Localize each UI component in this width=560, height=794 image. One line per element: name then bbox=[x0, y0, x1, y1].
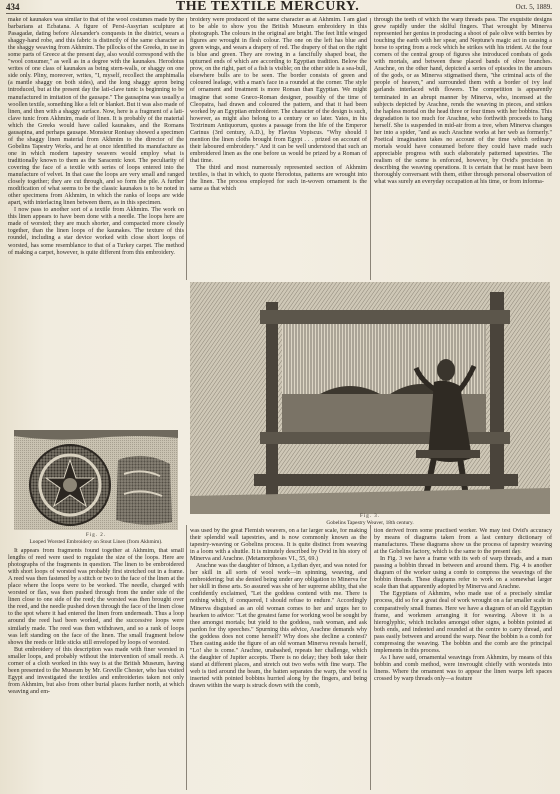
figure-2-title: Looped Worsted Embroidery on Stout Linen (from Akhmim). bbox=[29, 539, 163, 546]
article-column-2-bottom bbox=[190, 528, 367, 792]
paragraph: Arachne was the daughter of Idmon, a Lydian dyer, and was noted for her skill in all sorts of wool work—in spinning, weaving, and embroidering; but she denied being under any obligation to Minerva for her skill in these arts. So assured was she of her supreme ability, that she confidently exclaimed, "Let the goddess contend with me. There is nothing which, if conquered, I should refuse to endure." Accordingly Minerva disguised as an old woman comes to her and urges her to hearken to advice: "Let the greatest fame for working wool be sought by thee amongst mortals; but yield to the goddess, rash woman, and ask pardon for thy speeches." Spurning this advice, Arachne demands why the goddess does not come herself? Why does she decline a contest? Then casting aside the figure of an old woman Minerva reveals herself, "Lo! she is come." Arachne, unabashed, repeats her challenge, which the daughter of Jupiter accepts. There is no delay; they both take their stand at different places, and stretch out two webs with fine warp. The web is tied around the beam, the batten separates the warp, the woof is inserted with pointed bobbins hurried along by the fingers, and being drawn within the warp is struck down with the comb, bbox=[190, 563, 367, 690]
paragraph: make of kaunakes was similar to that of the wool costumes made by the barbarians at Ecbatana. A figure of Persi-Assyrian sculpture at Pasagadæ, dating before Alexander's conquests in the district, wears a shaggy-hand robe, and this fabric is distinctly of the same character as the shaggy weaving from Akhmim. The pillocks of the Greeks, in use in some parts of Greece at the present day, also would correspond with the "wool consumer," as well as in a degree with the kaunakes. Herodotus writes of one class of kaunakes as being stern-walls, or shaggy on one side only. Pliny, moreover, writes, "I, myself, recollect the amphimalla (a mantle shaggy on both sides), and the long shaggy apron being introduced, but at the present day the lati-clave tunic is beginning to be manufactured in imitation of the gausape." The gausapina was usually a woollen textile, something like a felt or blanket. But it was also made of linen, and then with a shaggy surface. Now, here is a fragment of a lati-clave tunic from Akhmim, made of linen. It is probably of the material which the Greeks would have called kaunakes, and the Romans gausapina, and perhaps gausape. Monsieur Ronisay showed a specimen of the shaggy linen material from Akhmim to the director of the Gobelins Tapestry Works, and he at once identified its manufacture as one in which modern tapestry weavers would employ what is traditionally known to them as the Saracenic knot. The peculiarity of covering the face of a textile with series of loops entered into the manufacture of velvet. In that case the loops are very small and ranged closely together; they are cut through, and so form the pile. A further modification of what seems to be the classic kaunakes is to be noted in other specimens from Akhmim, in which the ranks of loops are wide apart, with interlacing linen between them, as in this specimen. bbox=[8, 17, 184, 207]
figure-3-caption bbox=[190, 514, 550, 526]
paragraph: tion derived from some practised worker. We may test Ovid's accuracy by means of diagrams taken from a last century dictionary of manufactures. These diagrams show us the process of tapestry weaving at the Gobelins factory, which is the same to the present day. bbox=[374, 528, 552, 556]
paragraph: But embroidery of this description was made with finer worsted in smaller loops, and probably without the intervention of small reeds. A corner of a cloth worked in this way is at the British Museum, having been presented to the Museum by Mr. Greville Chester, who has visited Egypt and investigated the textiles and embroideries taken not only from Akhmim, but also from other burial places further north, at which weaving and em- bbox=[8, 646, 184, 695]
paragraph: It appears from fragments found together at Akhmim, that small lengths of reed were used to regulate the size of the loops. Here are photographs of the fragments in question. The linen to be embroidered with short loops of worsted was probably first stretched out in a frame. A reed was then fastened by a stitch or two to the face of the linen at the place where the loops were to be worked. The needle, charged with worsted or flax, was then pushed through from the under side of the linen close to one side of the reed; the worsted was then brought over the reed, and the needle pushed down through the face of the linen close to the spot where it had entered the linen from underneath. Thus a loop around the reed had been worked, and the successive loops were similarly made. The reed was then withdrawn, and so a rank of loops was left standing on the face of the linen. The small fragment below shows the reeds or little sticks still enveloped by loops of worsted. bbox=[8, 548, 184, 646]
page-header bbox=[6, 0, 552, 14]
paragraph: through the teeth of which the warp threads pass. The exquisite designs grew rapidly under the skilful fingers. That wrought by Minerva represented her genius in producing a shoot of pale olive with berries by touching the earth with her spear, and Neptune's magic act in causing a horse to spring from a rock which he strikes with his trident. At the four corners of the central group of figures she introduced combats of gods with mortals, and between these placed bands of olive branches. Arachne, on the other hand, depicted a series of episodes in the amours of the gods, or as Minerva stigmatised them, "the criminal acts of the people of heaven," and surrounded them with a border of ivy leaf garlands interlaced with flowers. The competition is apparently terminated in an abrupt manner by Minerva, who, incensed at the subjects depicted by Arachne, rends the weaving in pieces, and strikes the hapless mortal on the head three or four times with her bobbins. This degradation is too much for Arachne, who forthwith proceeds to hang herself. She is suspended in mid-air from a tree, when Minerva changes her into a spider, "and as such Arachne works at her web as formerly." Poetical imagination takes no account of the time which ordinary mortals would have consumed before they could have made such appreciable progress with such elaborately patterned tapestries. The realism of the scene is enforced, however, by Ovid's precision in describing the weaving operations. It is certain that he must have been thoroughly conversant with them, either through personal observation of what was surely an everyday occupation at his time, or from informa- bbox=[374, 17, 552, 186]
paragraph: was used by the great Flemish weavers, on a far larger scale, for making their splendid wall tapestries, and is now commonly known as the tapestry-weaving or Gobelins process. It is quite distinct from weaving in a loom with a shuttle. It is minutely described by Ovid in his story of Minerva and Arachne. (Metamorphoses VI., 55, 69.) bbox=[190, 528, 367, 563]
paragraph: The third and most numerously represented section of Akhmim textiles, is that in which, to quote Herodotus, patterns are wrought into the linen. The process employed for such in-woven ornament is the same as that which bbox=[190, 164, 367, 193]
paragraph: As I have said, ornamental weavings from Akhmim, by means of this bobbin and comb method, were inwrought chiefly with worsteds into linens. Where the ornament was to appear the linen warps left spaces crossed by warp threads only—a feature bbox=[374, 654, 552, 682]
figure-2-caption bbox=[8, 533, 184, 545]
column-rule-bottom-2 bbox=[370, 525, 371, 790]
article-column-1-bottom bbox=[8, 548, 184, 792]
figure-3-label: Fig. 3. bbox=[360, 514, 380, 519]
article-column-3-bottom bbox=[374, 528, 552, 792]
article-column-3-top bbox=[374, 17, 552, 282]
tapestry-weaver-illustration bbox=[190, 282, 550, 514]
issue-date: Oct. 5, 1889. bbox=[515, 2, 552, 11]
column-rule-bottom-1 bbox=[186, 525, 187, 790]
masthead-title: THE TEXTILE MERCURY. bbox=[175, 0, 360, 14]
paragraph: broidery were produced of the same character as at Akhmim. I am glad to be able to show you the British Museum embroidery in this photograph. The colours in the original are bright. The feet little winged figures are wrought in flesh colour. The one on the left has blue and green wings, and wears a drapery of red. The drapery of that on the right is blue and green. They are rowing in a fancifully shaped boat, the upturned ends of which are according to Egyptian tradition. Below the prow, on the right, part of a fish is visible; on the other side is a sea-bull, elsewhere bulls are to be seen. The border consists of green and coloured leafage, with a man's face in a roundel at the corner. The style of ornament and treatment is more Roman than Egyptian. We might imagine that some Græco-Roman designer, possibly of the time of Cleopatra, had drawn and coloured the pattern, and that it had been worked by an Egyptian embroiderer. The character of the design is such, however, as might also belong to a century or so later. Yates, in his Textrinum Antiquorum, quotes a passage from the life of the Emperor Carinus (3rd century, A.D.), by Flavius Vopiscus. "Why should I mention the linen cloths brought from Egypt . . . prized on account of their laboured embroidery." And it can be well understood that such an embroidered linen as the one before us would be prized by a Roman of that time. bbox=[190, 17, 367, 164]
column-rule-1 bbox=[186, 18, 187, 280]
page-number: 434 bbox=[6, 1, 20, 12]
column-rule-2 bbox=[370, 18, 371, 280]
paragraph: I now pass to another sort of a textile from Akhmim. The work on this linen appears to have been done with a needle. The loops here are made of worsted; they are much shorter, and compacted more closely together, than the linen loops of the kaunakes. The texture of this roundel, including a star device worked with close short loops of worsted, has some resemblance to that of a Turkey carpet. The method of making a carpet, however, is quite different from this embroidery. bbox=[8, 207, 184, 256]
figure-2-embroidery bbox=[14, 430, 178, 530]
figure-2-label: Fig. 2. bbox=[86, 533, 106, 538]
article-column-2-top bbox=[190, 17, 367, 282]
paragraph: In Fig. 3 we have a frame with its web of warp threads, and a man passing a bobbin thread in between and around them. Fig. 4 is another diagram of the worker using a comb to compress the weavings of the bobbin threads. These diagrams refer to work on a somewhat larger scale than that apparently adopted by Minerva and Arachne. bbox=[374, 556, 552, 591]
figure-3-tapestry-weaver bbox=[190, 282, 550, 514]
figure-3-title: Gobelins Tapestry Weaver, 18th century. bbox=[326, 520, 414, 527]
embroidery-illustration bbox=[14, 430, 178, 530]
article-column-1-top bbox=[8, 17, 184, 429]
paragraph: The Egyptians of Akhmim, who made use of a precisely similar process, did so for a great deal of work wrought on a far smaller scale in comparatively small frames. Here we have a diagram of an old Egyptian frame, and workmen arranging it for weaving. Above it is a hieroglyphic, which includes amongst other signs, a bobbin pointed at both ends, and indented and rounded at the centre to carry thread, and pass easily between and around the warp. Near the bobbin is a comb for compressing the weaving. The bobbin and the comb are the principal implements in this process. bbox=[374, 591, 552, 654]
